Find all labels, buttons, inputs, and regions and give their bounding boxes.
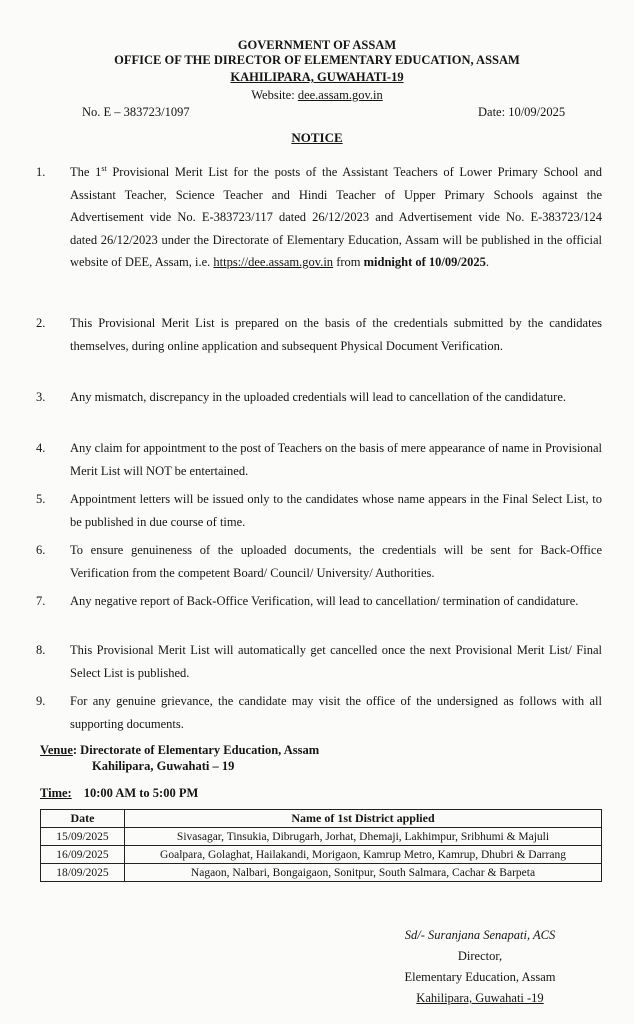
signature-block bbox=[360, 925, 600, 1009]
schedule-districts: Nagaon, Nalbari, Bongaigaon, Sonitpur, South Salmara, Cachar & Barpeta bbox=[125, 864, 602, 882]
item-text: For any genuine grievance, the candidate may visit the office of the undersigned as follows with all supporting documents. bbox=[70, 694, 602, 731]
list-item bbox=[36, 386, 602, 409]
list-item bbox=[36, 312, 602, 357]
item-text: Any negative report of Back-Office Verification, will lead to cancellation/ termination of candidature. bbox=[70, 594, 579, 608]
header-address bbox=[0, 70, 634, 85]
schedule-date: 16/09/2025 bbox=[41, 846, 125, 864]
list-item bbox=[36, 488, 602, 533]
table-row bbox=[41, 846, 602, 864]
header-address-text: KAHILIPARA, GUWAHATI-19 bbox=[230, 70, 404, 84]
venue-line1: : Directorate of Elementary Education, Assam bbox=[72, 743, 320, 757]
website-label: Website: bbox=[251, 88, 298, 102]
district-column-header: Name of 1st District applied bbox=[125, 810, 602, 828]
item-text: Appointment letters will be issued only to the candidates whose name appears in the Final Select List, to be published in due course of time. bbox=[70, 492, 602, 529]
schedule-date: 15/09/2025 bbox=[41, 828, 125, 846]
item-1-superscript: st bbox=[101, 163, 107, 173]
header-government: GOVERNMENT OF ASSAM bbox=[237, 38, 397, 52]
dee-website-link[interactable]: https://dee.assam.gov.in bbox=[213, 255, 334, 269]
item-1-text-c: from bbox=[333, 255, 364, 269]
venue-block bbox=[40, 742, 320, 773]
signatory-office: Elementary Education, Assam bbox=[404, 970, 556, 984]
signatory-name: Sd/- Suranjana Senapati, ACS bbox=[404, 928, 556, 942]
notice-date: Date: 10/09/2025 bbox=[478, 105, 566, 119]
list-item bbox=[36, 590, 602, 613]
notice-title: NOTICE bbox=[291, 130, 343, 145]
signatory-title: Director, bbox=[457, 949, 503, 963]
list-item bbox=[36, 639, 602, 684]
list-item bbox=[36, 437, 602, 482]
venue-line2: Kahilipara, Guwahati – 19 bbox=[92, 759, 235, 773]
list-item bbox=[36, 539, 602, 584]
list-item bbox=[36, 690, 602, 735]
signatory-place: Kahilipara, Guwahati -19 bbox=[416, 991, 544, 1005]
item-1-bold: midnight of 10/09/2025 bbox=[363, 255, 486, 269]
header-office: OFFICE OF THE DIRECTOR OF ELEMENTARY EDUCATION, ASSAM bbox=[114, 53, 520, 67]
venue-label: Venue bbox=[40, 743, 73, 757]
item-1-text-d: . bbox=[485, 255, 489, 269]
schedule-districts: Goalpara, Golaghat, Hailakandi, Morigaon, Kamrup Metro, Kamrup, Dhubri & Darrang bbox=[125, 846, 602, 864]
item-number: 4. bbox=[36, 441, 46, 455]
date-column-header: Date bbox=[41, 810, 125, 828]
item-text: Any claim for appointment to the post of Teachers on the basis of mere appearance of name in Provisional Merit List will NOT be entertained. bbox=[70, 441, 602, 478]
header-website bbox=[0, 88, 634, 103]
website-link[interactable]: dee.assam.gov.in bbox=[297, 88, 383, 102]
item-number: 3. bbox=[36, 390, 46, 404]
table-row bbox=[41, 864, 602, 882]
item-number: 1. bbox=[36, 165, 46, 179]
time-value: 10:00 AM to 5:00 PM bbox=[83, 786, 199, 800]
item-number: 7. bbox=[36, 594, 46, 608]
item-number: 9. bbox=[36, 694, 46, 708]
table-header-row bbox=[41, 810, 602, 828]
item-text: This Provisional Merit List is prepared on the basis of the credentials submitted by the candidates themselves, during online application and subsequent Physical Document Verification. bbox=[70, 316, 602, 353]
schedule-table bbox=[40, 809, 602, 882]
schedule-date: 18/09/2025 bbox=[41, 864, 125, 882]
list-item bbox=[36, 161, 602, 274]
item-text: To ensure genuineness of the uploaded documents, the credentials will be sent for Back-Office Verification from the competent Board/ Council/ University/ Authorities. bbox=[70, 543, 602, 580]
item-1-text-a: The 1 bbox=[70, 165, 102, 179]
schedule-districts: Sivasagar, Tinsukia, Dibrugarh, Jorhat, Dhemaji, Lakhimpur, Sribhumi & Majuli bbox=[125, 828, 602, 846]
item-1-text-b: Provisional Merit List for the posts of the Assistant Teachers of Lower Primary School and Assistant Teacher, Science Teacher and Hindi Teacher of Upper Primary Schools against the Advertisement vide No. E-383723/117 dated 26/12/2023 and Advertisement vide No. E-383723/124 dated 26/12/2023 under the Directorate of Elementary Education, Assam will be published in the official website of DEE, Assam, i.e. bbox=[70, 165, 602, 269]
reference-number: No. E – 383723/1097 bbox=[82, 105, 190, 119]
item-text bbox=[70, 161, 602, 274]
time-label: Time: bbox=[40, 786, 72, 800]
item-number: 2. bbox=[36, 316, 46, 330]
item-text: This Provisional Merit List will automatically get cancelled once the next Provisional Merit List/ Final Select List is published. bbox=[70, 643, 602, 680]
time-block bbox=[40, 786, 198, 801]
item-number: 8. bbox=[36, 643, 46, 657]
table-row bbox=[41, 828, 602, 846]
item-number: 5. bbox=[36, 492, 46, 506]
item-text: Any mismatch, discrepancy in the uploaded credentials will lead to cancellation of the candidature. bbox=[70, 390, 567, 404]
item-number: 6. bbox=[36, 543, 46, 557]
